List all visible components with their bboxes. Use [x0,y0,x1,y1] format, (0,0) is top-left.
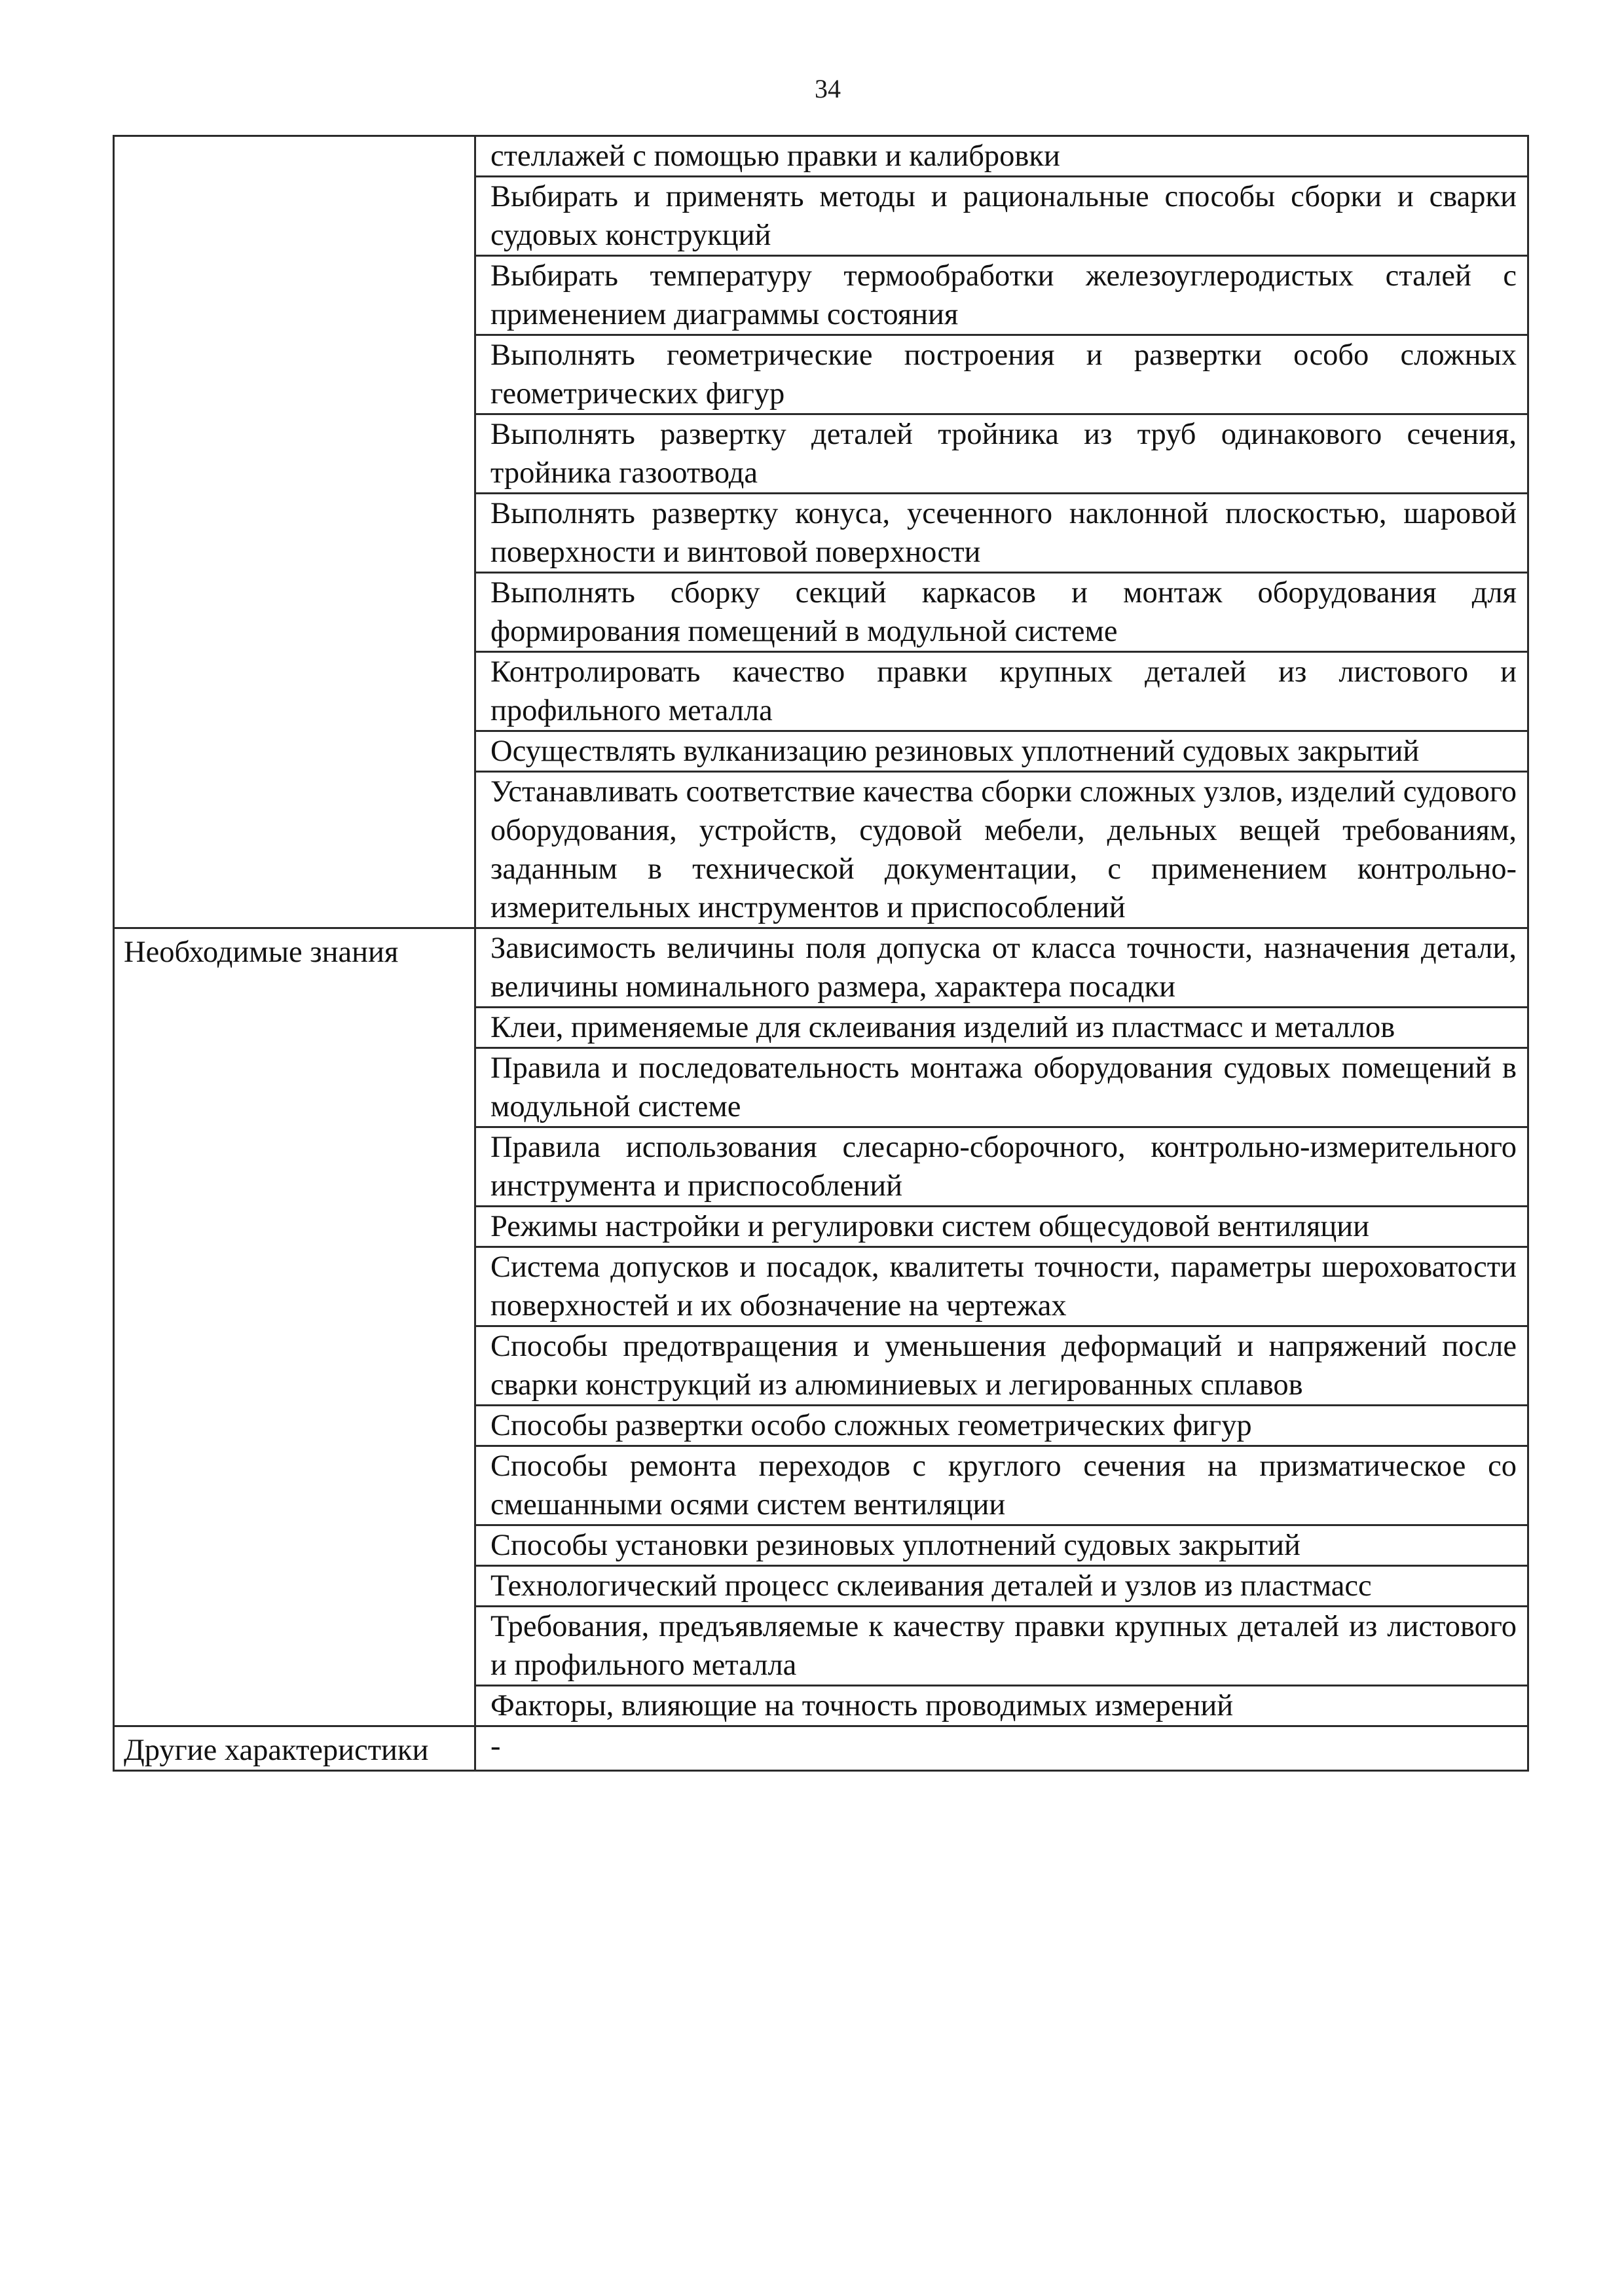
table-row [114,136,1528,177]
knowledge-item: Режимы настройки и регулировки систем общесудовой вентиляции [475,1207,1528,1247]
knowledge-item: Правила использования слесарно-сборочного, контрольно-измерительного инструмента и приспособлений [475,1127,1528,1207]
skill-item: Осуществлять вулканизацию резиновых уплотнений судовых закрытий [475,731,1528,772]
skill-item: Выполнять развертку деталей тройника из труб одинакового сечения, тройника газоотвода [475,414,1528,494]
knowledge-item: Технологический процесс склеивания деталей и узлов из пластмасс [475,1566,1528,1607]
knowledge-item: Правила и последовательность монтажа оборудования судовых помещений в модульной системе [475,1048,1528,1127]
knowledge-item: Клеи, применяемые для склеивания изделий из пластмасс и металлов [475,1008,1528,1048]
skill-item: Контролировать качество правки крупных деталей из листового и профильного металла [475,652,1528,731]
table-row [114,928,1528,1008]
knowledge-label: Необходимые знания [114,928,475,1726]
skill-item: стеллажей с помощью правки и калибровки [475,136,1528,177]
qualification-table [113,135,1529,1772]
skill-item: Выполнять сборку секций каркасов и монтаж оборудования для формирования помещений в модульной системе [475,573,1528,652]
skill-item: Выбирать и применять методы и рациональные способы сборки и сварки судовых конструкций [475,177,1528,256]
page-number: 34 [815,74,841,103]
skill-item: Выбирать температуру термообработки железоуглеродистых сталей с применением диаграммы состояния [475,256,1528,335]
skills-label-cell [114,136,475,928]
skill-item: Выполнять геометрические построения и развертки особо сложных геометрических фигур [475,335,1528,414]
knowledge-item: Способы развертки особо сложных геометрических фигур [475,1406,1528,1446]
knowledge-item: Система допусков и посадок, квалитеты точности, параметры шероховатости поверхностей и их обозначение на чертежах [475,1247,1528,1326]
knowledge-item: Зависимость величины поля допуска от класса точности, назначения детали, величины номинального размера, характера посадки [475,928,1528,1008]
table-row [114,1726,1528,1771]
knowledge-item: Требования, предъявляемые к качеству правки крупных деталей из листового и профильного металла [475,1607,1528,1686]
skill-item: Выполнять развертку конуса, усеченного наклонной плоскостью, шаровой поверхности и винтовой поверхности [475,494,1528,573]
knowledge-item: Способы ремонта переходов с круглого сечения на призматическое со смешанными осями систем вентиляции [475,1446,1528,1525]
knowledge-item: Факторы, влияющие на точность проводимых измерений [475,1686,1528,1726]
other-value: - [475,1726,1528,1771]
knowledge-item: Способы установки резиновых уплотнений судовых закрытий [475,1525,1528,1566]
other-label: Другие характеристики [114,1726,475,1771]
knowledge-item: Способы предотвращения и уменьшения деформаций и напряжений после сварки конструкций из алюминиевых и легированных сплавов [475,1326,1528,1406]
skill-item: Устанавливать соответствие качества сборки сложных узлов, изделий судового оборудования, устройств, судовой мебели, дельных вещей требованиям, заданным в технической документации, с применением контрольно-измерительных инструментов и приспособлений [475,772,1528,928]
